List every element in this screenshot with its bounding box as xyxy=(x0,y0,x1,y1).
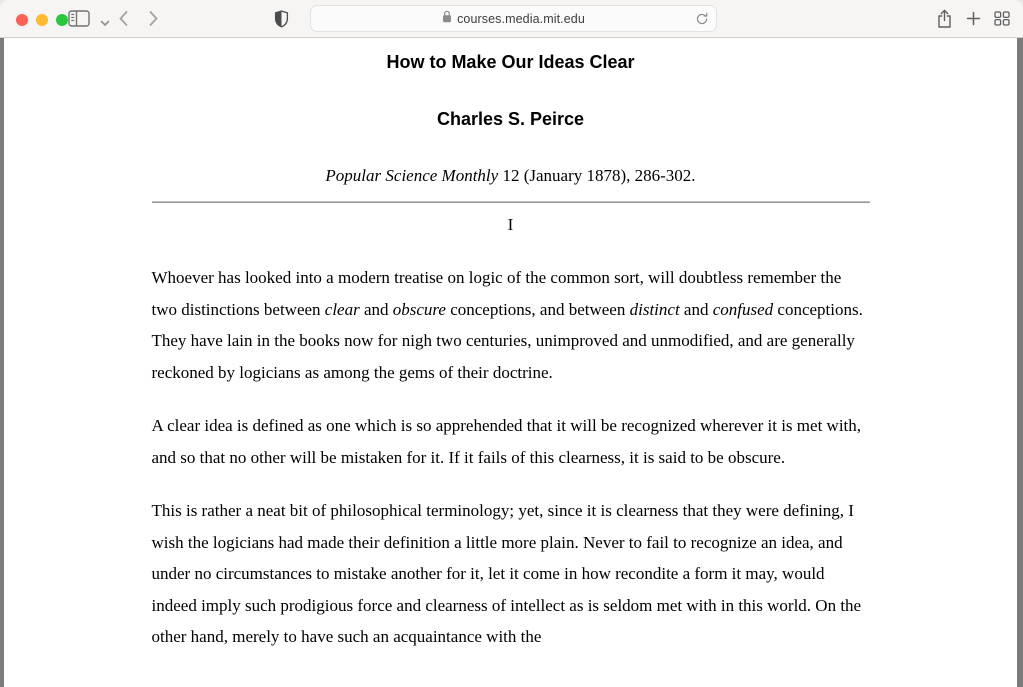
section-divider xyxy=(152,201,870,203)
address-url: courses.media.mit.edu xyxy=(457,11,585,26)
section-heading: I xyxy=(507,215,514,234)
reload-button[interactable] xyxy=(695,12,709,29)
share-button[interactable] xyxy=(936,9,953,32)
window-controls xyxy=(16,13,68,25)
forward-button[interactable] xyxy=(148,10,159,30)
minimize-window-button[interactable] xyxy=(36,13,48,25)
zoom-window-button[interactable] xyxy=(56,13,68,25)
paragraph-1: Whoever has looked into a modern treatise on logic of the common sort, will doubtless remember the two distinctions between clear and obscure conceptions, and between distinct and confused conceptions. They have lain in the books now for nigh two centuries, unimproved and unmodified, and are generally reckoned by logicians as among the gems of their doctrine. xyxy=(151,268,863,382)
chevron-right-icon xyxy=(148,10,159,30)
browser-toolbar xyxy=(0,0,1023,38)
document-title: How to Make Our Ideas Clear xyxy=(386,52,635,72)
back-button[interactable] xyxy=(118,10,129,30)
lock-icon xyxy=(442,10,452,28)
plus-icon xyxy=(966,11,981,29)
share-icon xyxy=(936,9,953,32)
paragraph-2: A clear idea is defined as one which is so apprehended that it will be recognized wherever it is met with, and so that no other will be mistaken for it. If it fails of this clearness, it is said to be obscure. xyxy=(151,416,862,467)
refresh-icon xyxy=(695,12,709,29)
new-tab-button[interactable] xyxy=(966,11,981,29)
privacy-report-button[interactable] xyxy=(274,10,289,31)
document-author: Charles S. Peirce xyxy=(436,109,585,129)
shield-icon xyxy=(274,10,289,31)
chevron-down-icon xyxy=(100,15,110,30)
sidebar-dropdown-button[interactable] xyxy=(100,15,110,30)
chevron-left-icon xyxy=(118,10,129,30)
sidebar-icon xyxy=(68,10,90,30)
sidebar-toggle-button[interactable] xyxy=(68,10,90,30)
tab-overview-button[interactable] xyxy=(994,11,1010,29)
document-sheet xyxy=(152,38,870,653)
address-bar[interactable] xyxy=(310,5,717,32)
paragraph-3: This is rather a neat bit of philosophical terminology; yet, since it is clearness that they were defining, I wish the logicians had made their definition a little more plain. Never to fail to recognize an idea, and under no circumstances to mistake another for it, let it come in how recondite a form it may, would indeed imply such prodigious force and clearness of intellect as is seldom met with in this world. On the other hand, merely to have such an acquaintance with the xyxy=(151,501,862,646)
close-window-button[interactable] xyxy=(16,13,28,25)
page-background xyxy=(0,38,1023,687)
citation: Popular Science Monthly 12 (January 1878), 286-302. xyxy=(325,166,696,185)
grid-icon xyxy=(994,11,1010,29)
